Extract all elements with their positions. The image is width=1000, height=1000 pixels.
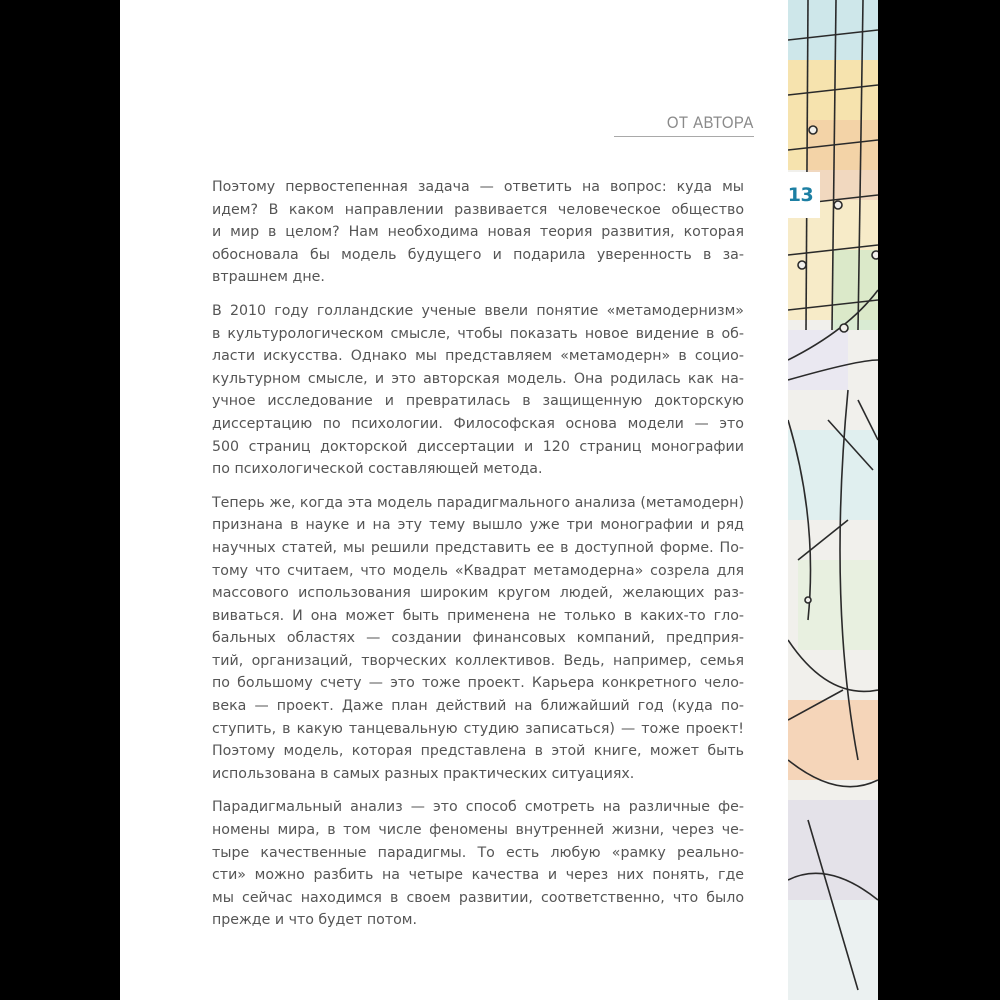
text-line: признана в науке и на эту тему вышло уже три монографии и ряд xyxy=(212,517,744,534)
text-line: и мир в целом? Нам необходима новая теория развития, которая xyxy=(212,224,744,241)
paragraph-1 xyxy=(212,176,744,289)
text-line: 500 страниц докторской диссертации и 120 страниц монографии xyxy=(212,438,744,455)
text-line: по психологической составляющей метода. xyxy=(212,461,543,478)
text-line: номены мира, в том числе феномены внутренней жизни, через че- xyxy=(212,822,744,839)
stained-glass-illustration xyxy=(788,0,878,1000)
text-line: Парадигмальный анализ — это способ смотреть на различные фе- xyxy=(212,799,744,816)
text-line: идем? В каком направлении развивается человеческое общество xyxy=(212,201,744,218)
page-number: 13 xyxy=(787,184,814,206)
text-line: культурном смысле, и это авторская модель. Она родилась как на- xyxy=(212,370,744,387)
text-line: научных статей, мы решили представить ее в доступной форме. По- xyxy=(212,539,744,556)
text-line: Поэтому первостепенная задача — ответить на вопрос: куда мы xyxy=(212,179,744,195)
paragraph-3 xyxy=(212,492,744,786)
text-line: в культурологическом смысле, чтобы показать новое видение в об- xyxy=(212,325,744,342)
text-line: Теперь же, когда эта модель парадигмального анализа (метамодерн) xyxy=(212,494,744,511)
text-line: ступить, в какую танцевальную студию записаться) — тоже проект! xyxy=(212,720,744,737)
text-line: обосновала бы модель будущего и подарила уверенность в за- xyxy=(212,246,744,263)
decorative-artwork-strip xyxy=(788,0,878,1000)
text-line: тому что считаем, что модель «Квадрат метамодерна» созрела для xyxy=(212,562,744,579)
paragraph-4 xyxy=(212,796,744,932)
paragraph-2 xyxy=(212,300,744,481)
section-title-rule xyxy=(614,136,754,137)
text-line: бальных областях — создании финансовых компаний, предприя- xyxy=(212,630,744,647)
page-number-tab xyxy=(781,172,820,218)
text-line: В 2010 году голландские ученые ввели понятие «метамодернизм» xyxy=(212,302,744,319)
body-text xyxy=(212,176,744,943)
text-line: ласти искусства. Однако мы представляем «метамодерн» в социо- xyxy=(212,348,744,365)
text-line: учное исследование и превратилась в защищенную докторскую xyxy=(212,393,744,410)
section-title: ОТ АВТОРА xyxy=(667,113,754,132)
text-line: диссертацию по психологии. Философская основа модели — это xyxy=(212,415,744,432)
text-line: века — проект. Даже план действий на ближайший год (куда по- xyxy=(212,698,744,715)
text-line: сти» можно разбить на четыре качества и через них понять, где xyxy=(212,867,744,884)
text-line: Поэтому модель, которая представлена в этой книге, может быть xyxy=(212,743,744,760)
text-line: мы сейчас находимся в своем развитии, соответственно, что было xyxy=(212,889,744,906)
text-line: прежде и что будет потом. xyxy=(212,912,417,929)
text-line: втрашнем дне. xyxy=(212,269,325,286)
text-line: тыре качественные парадигмы. То есть любую «рамку реально- xyxy=(212,844,744,861)
text-line: массового использования широким кругом людей, желающих раз- xyxy=(212,585,744,602)
text-line: виваться. И она может быть применена не только в каких-то гло- xyxy=(212,607,744,624)
text-line: использована в самых разных практических ситуациях. xyxy=(212,765,635,782)
text-line: по большому счету — это тоже проект. Карьера конкретного чело- xyxy=(212,675,744,692)
text-line: тий, организаций, творческих коллективов. Ведь, например, семья xyxy=(212,652,744,669)
